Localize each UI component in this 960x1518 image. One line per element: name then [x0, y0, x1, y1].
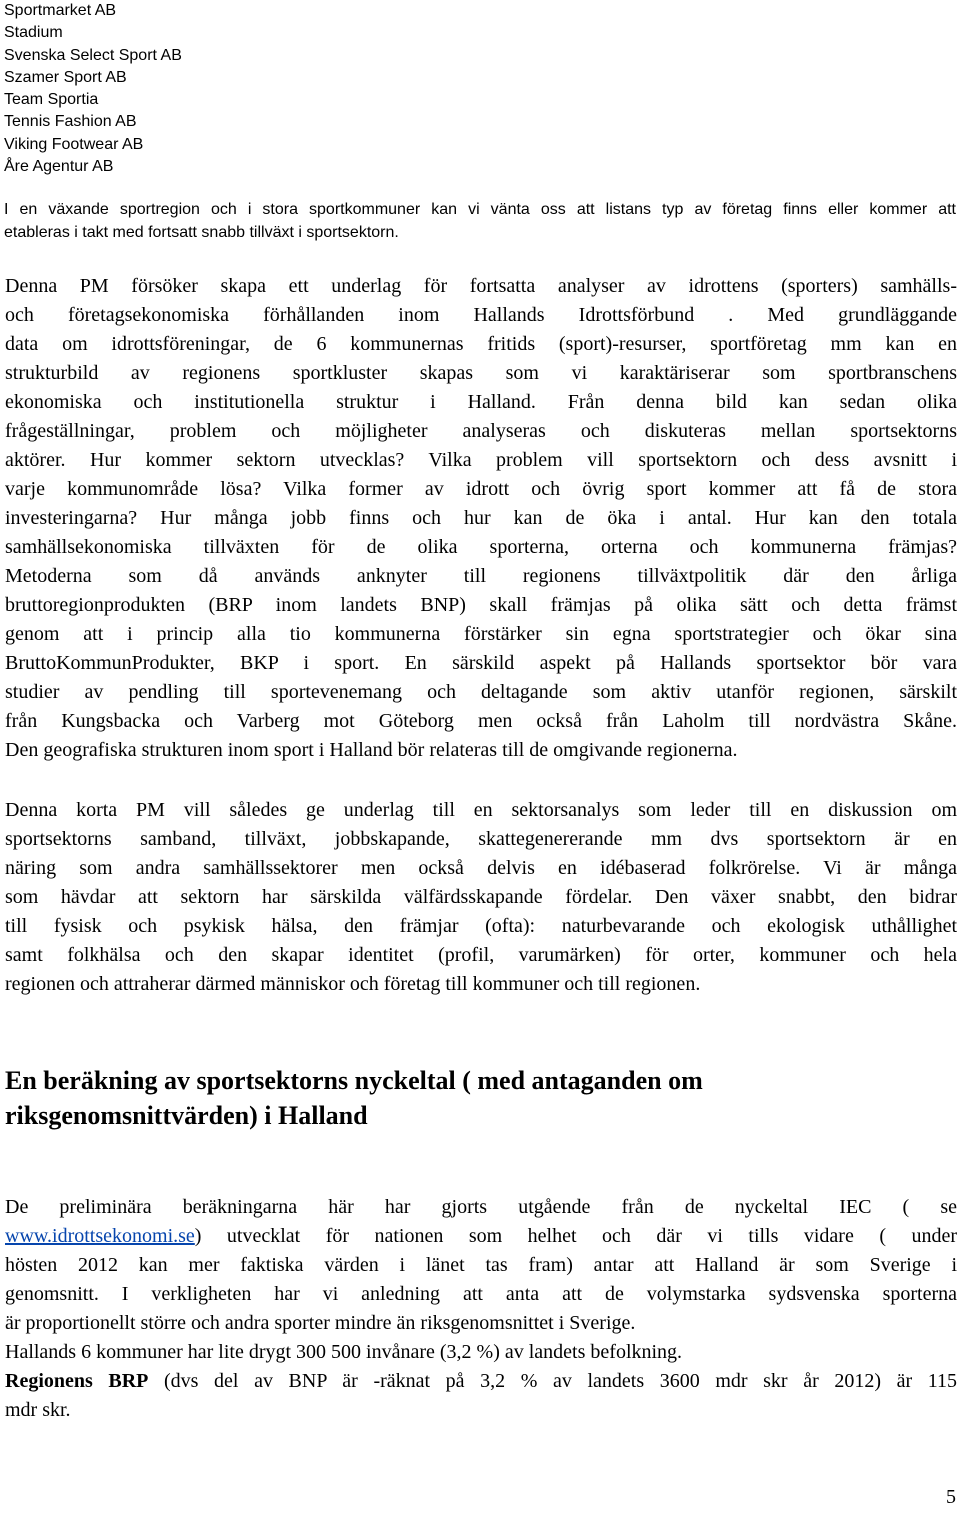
- text-line: ekonomiska och institutionella struktur i Halland. Från denna bild kan sedan olika: [5, 391, 957, 413]
- text-line: genomsnitt. I verkligheten har vi anledning att anta att de volymstarka sydsvenska sporterna: [5, 1283, 957, 1305]
- list-item: Szamer Sport AB: [4, 68, 127, 86]
- text-line: varje kommunområde lösa? Vilka former av idrott och övrig sport kommer att få de stora: [5, 478, 957, 500]
- text-line: BruttoKommunProdukter, BKP i sport. En särskild aspekt på Hallands sportsektor bör vara: [5, 652, 957, 674]
- text-line: mdr skr.: [5, 1399, 71, 1421]
- text-line: Denna korta PM vill således ge underlag till en sektorsanalys som leder till en diskussion om: [5, 799, 957, 821]
- text-line: frågeställningar, problem och möjligheter analyseras och diskuteras mellan sportsektorns: [5, 420, 957, 442]
- company-list: [4, 0, 182, 178]
- paragraph-calculations: [5, 1193, 957, 1425]
- intro-line: I en växande sportregion och i stora sportkommuner kan vi vänta oss att listans typ av företag finns eller kommer att: [4, 201, 956, 218]
- text-line: studier av pendling till sportevenemang och deltagande som aktiv utanför regionen, särskilt: [5, 681, 957, 703]
- text-line: samt folkhälsa och den skapar identitet (profil, varumärken) för orter, kommuner och hela: [5, 944, 957, 966]
- text-line: data om idrottsföreningar, de 6 kommunernas fritids (sport)-resurser, sportföretag mm kan en: [5, 333, 957, 355]
- paragraph-pm-purpose: [5, 272, 957, 765]
- text-line: till fysisk och psykisk hälsa, den främjar (ofta): naturbevarande och ekologisk uthållighet: [5, 915, 957, 937]
- heading-line: riksgenomsnittvärden) i Halland: [5, 1101, 368, 1130]
- list-item: Viking Footwear AB: [4, 135, 144, 153]
- list-item: Tennis Fashion AB: [4, 113, 137, 131]
- list-item: Team Sportia: [4, 91, 99, 109]
- list-item: Stadium: [4, 24, 63, 42]
- list-item: Åre Agentur AB: [4, 158, 114, 176]
- text-line: Denna PM försöker skapa ett underlag för fortsatta analyser av idrottens (sporters) samhälls-: [5, 275, 957, 297]
- text-line: genom att i princip alla tio kommunerna förstärker sin egna sportstrategier och ökar sina: [5, 623, 957, 645]
- text-line: är proportionellt större och andra sporter mindre än riksgenomsnittet i Sverige.: [5, 1312, 636, 1334]
- page-number: 5: [946, 1486, 956, 1508]
- text-fragment: ) utvecklat för nationen som helhet och där vi tills vidare ( under: [194, 1225, 957, 1247]
- text-line: och företagsekonomiska förhållanden inom Hallands Idrottsförbund . Med grundläggande: [5, 304, 957, 326]
- text-line: Den geografiska strukturen inom sport i Halland bör relateras till de omgivande regionerna.: [5, 739, 738, 761]
- text-line-with-link: [5, 1222, 957, 1251]
- intro-line: etableras i takt med fortsatt snabb tillväxt i sportsektorn.: [4, 223, 399, 241]
- text-line-brp: [5, 1367, 957, 1396]
- paragraph-short-pm: [5, 796, 957, 999]
- text-line: från Kungsbacka och Varberg mot Göteborg men också från Laholm till nordvästra Skåne.: [5, 710, 957, 732]
- text-line: hösten 2012 kan mer faktiska värden i länet tas fram) antar att Halland är som Sverige i: [5, 1254, 957, 1276]
- text-line: Hallands 6 kommuner har lite drygt 300 500 invånare (3,2 %) av landets befolkning.: [5, 1341, 683, 1363]
- text-line: regionen och attraherar därmed människor och företag till kommuner och till regionen.: [5, 973, 701, 995]
- text-line: bruttoregionprodukten (BRP inom landets BNP) skall främjas på olika sätt och detta främst: [5, 594, 957, 616]
- bold-label: Regionens BRP: [5, 1370, 149, 1392]
- text-line: Metoderna som då används anknyter till regionens tillväxtpolitik där den årliga: [5, 565, 957, 587]
- text-line: näring som andra samhällssektorer men också delvis en idébaserad folkrörelse. Vi är många: [5, 857, 957, 879]
- list-item: Svenska Select Sport AB: [4, 46, 182, 64]
- text-line: strukturbild av regionens sportkluster skapas som vi karaktäriserar som sportbranschens: [5, 362, 957, 384]
- section-heading: [5, 1063, 905, 1133]
- text-line: aktörer. Hur kommer sektorn utvecklas? Vilka problem vill sportsektorn och dess avsnitt i: [5, 449, 957, 471]
- text-line: samhällsekonomiska tillväxten för de olika sporterna, orterna och kommunerna främjas?: [5, 536, 957, 558]
- list-item: Sportmarket AB: [4, 2, 117, 19]
- text-fragment: (dvs del av BNP är -räknat på 3,2 % av landets 3600 mdr skr år 2012) är 115: [148, 1370, 957, 1392]
- idrottsekonomi-link[interactable]: www.idrottsekonomi.se: [5, 1225, 195, 1247]
- text-line: investeringarna? Hur många jobb finns och hur kan de öka i antal. Hur kan den totala: [5, 507, 957, 529]
- text-line: sportsektorns samband, tillväxt, jobbskapande, skattegenererande mm dvs sportsektorn är en: [5, 828, 957, 850]
- heading-line: En beräkning av sportsektorns nyckeltal ( med antaganden om: [5, 1066, 703, 1095]
- text-line: De preliminära beräkningarna här har gjorts utgående från de nyckeltal IEC ( se: [5, 1196, 957, 1218]
- text-line: som hävdar att sektorn har särskilda välfärdsskapande fördelar. Den växer snabbt, den bidrar: [5, 886, 957, 908]
- intro-paragraph: [4, 199, 956, 244]
